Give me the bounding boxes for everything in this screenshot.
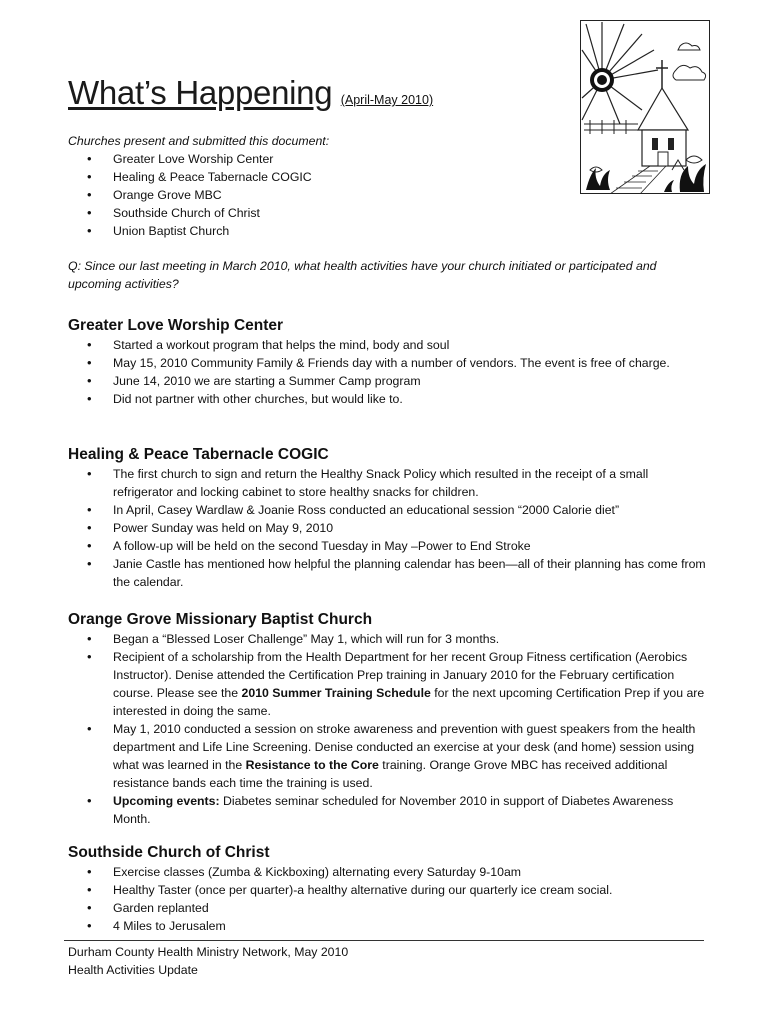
list-item: • Union Baptist Church: [68, 222, 628, 240]
church-list: [68, 150, 628, 240]
list-item: • Started a workout program that helps the mind, body and soul: [68, 336, 708, 354]
list-item: • Orange Grove MBC: [68, 186, 628, 204]
intro-lead: Churches present and submitted this document:: [68, 134, 330, 148]
list-item: • Healthy Taster (once per quarter)-a healthy alternative during our quarterly ice cream social.: [68, 881, 708, 899]
list-item: [68, 720, 708, 792]
section-southside: [68, 843, 708, 935]
list-item: • Power Sunday was held on May 9, 2010: [68, 519, 708, 537]
list-item: • In April, Casey Wardlaw & Joanie Ross conducted an educational session “2000 Calorie diet”: [68, 501, 708, 519]
section-heading: Orange Grove Missionary Baptist Church: [68, 611, 373, 628]
item-bold-text: Resistance to the Core: [245, 758, 379, 772]
list-item: • Healing & Peace Tabernacle COGIC: [68, 168, 628, 186]
item-bold-text: Upcoming events:: [113, 794, 220, 808]
footer-divider: [64, 940, 704, 941]
list-item: • Garden replanted: [68, 899, 708, 917]
section-orange-grove: [68, 610, 708, 828]
list-item: • May 15, 2010 Community Family & Friends day with a number of vendors. The event is free of charge.: [68, 354, 708, 372]
list-item: • June 14, 2010 we are starting a Summer Camp program: [68, 372, 708, 390]
page-title: What’s Happening: [68, 74, 333, 111]
list-item: • Exercise classes (Zumba & Kickboxing) alternating every Saturday 9-10am: [68, 863, 708, 881]
footer-line-1: Durham County Health Ministry Network, May 2010: [68, 945, 349, 959]
question-text: Q: Since our last meeting in March 2010, what health activities have your church initiated or participated and upcoming activities?: [68, 259, 657, 291]
list-item: • The first church to sign and return the Healthy Snack Policy which resulted in the receipt of a small refrigerator and locking cabinet to store healthy snacks for children.: [68, 465, 708, 501]
item-text: Diabetes seminar scheduled for November 2010 in support of Diabetes Awareness Month.: [113, 794, 674, 826]
list-item: • Janie Castle has mentioned how helpful the planning calendar has been—all of their planning has come from the calendar.: [68, 555, 708, 591]
list-item: • A follow-up will be held on the second Tuesday in May –Power to End Stroke: [68, 537, 708, 555]
list-item: • Began a “Blessed Loser Challenge” May 1, which will run for 3 months.: [68, 630, 708, 648]
section-heading: Healing & Peace Tabernacle COGIC: [68, 446, 329, 463]
item-text: training. Orange Grove MBC has received additional resistance bands each time the training is used.: [113, 758, 668, 790]
list-item: • Greater Love Worship Center: [68, 150, 628, 168]
section-heading: Greater Love Worship Center: [68, 317, 284, 334]
item-text: Recipient of a scholarship from the Health Department for her recent Group Fitness certification (Aerobics Instructor). Denise attended the Certification Prep training in January 2010 for the February certification course. Please see the: [113, 650, 688, 700]
list-item: [68, 648, 708, 720]
list-item: • 4 Miles to Jerusalem: [68, 917, 708, 935]
section-heading: Southside Church of Christ: [68, 844, 270, 861]
section-greater-love: [68, 316, 708, 408]
list-item: [68, 792, 708, 828]
activity-list: [68, 336, 708, 408]
section-healing-peace: [68, 445, 708, 591]
activity-list: [68, 863, 708, 935]
page-subtitle: (April-May 2010): [340, 93, 434, 107]
list-item: • Did not partner with other churches, but would like to.: [68, 390, 708, 408]
title-row: [68, 74, 433, 112]
item-bold-text: 2010 Summer Training Schedule: [241, 686, 431, 700]
item-text: May 1, 2010 conducted a session on stroke awareness and prevention with guest speakers from the health department and Life Line Screening. Denise conducted an exercise at your desk (and home) session using what was learned in the: [113, 722, 696, 772]
intro-block: [68, 132, 628, 240]
activity-list: [68, 630, 708, 828]
footer: [68, 943, 348, 979]
item-text: for the next upcoming Certification Prep if you are interested in doing the same.: [113, 686, 705, 718]
activity-list: [68, 465, 708, 591]
footer-line-2: Health Activities Update: [68, 963, 198, 977]
list-item: • Southside Church of Christ: [68, 204, 628, 222]
